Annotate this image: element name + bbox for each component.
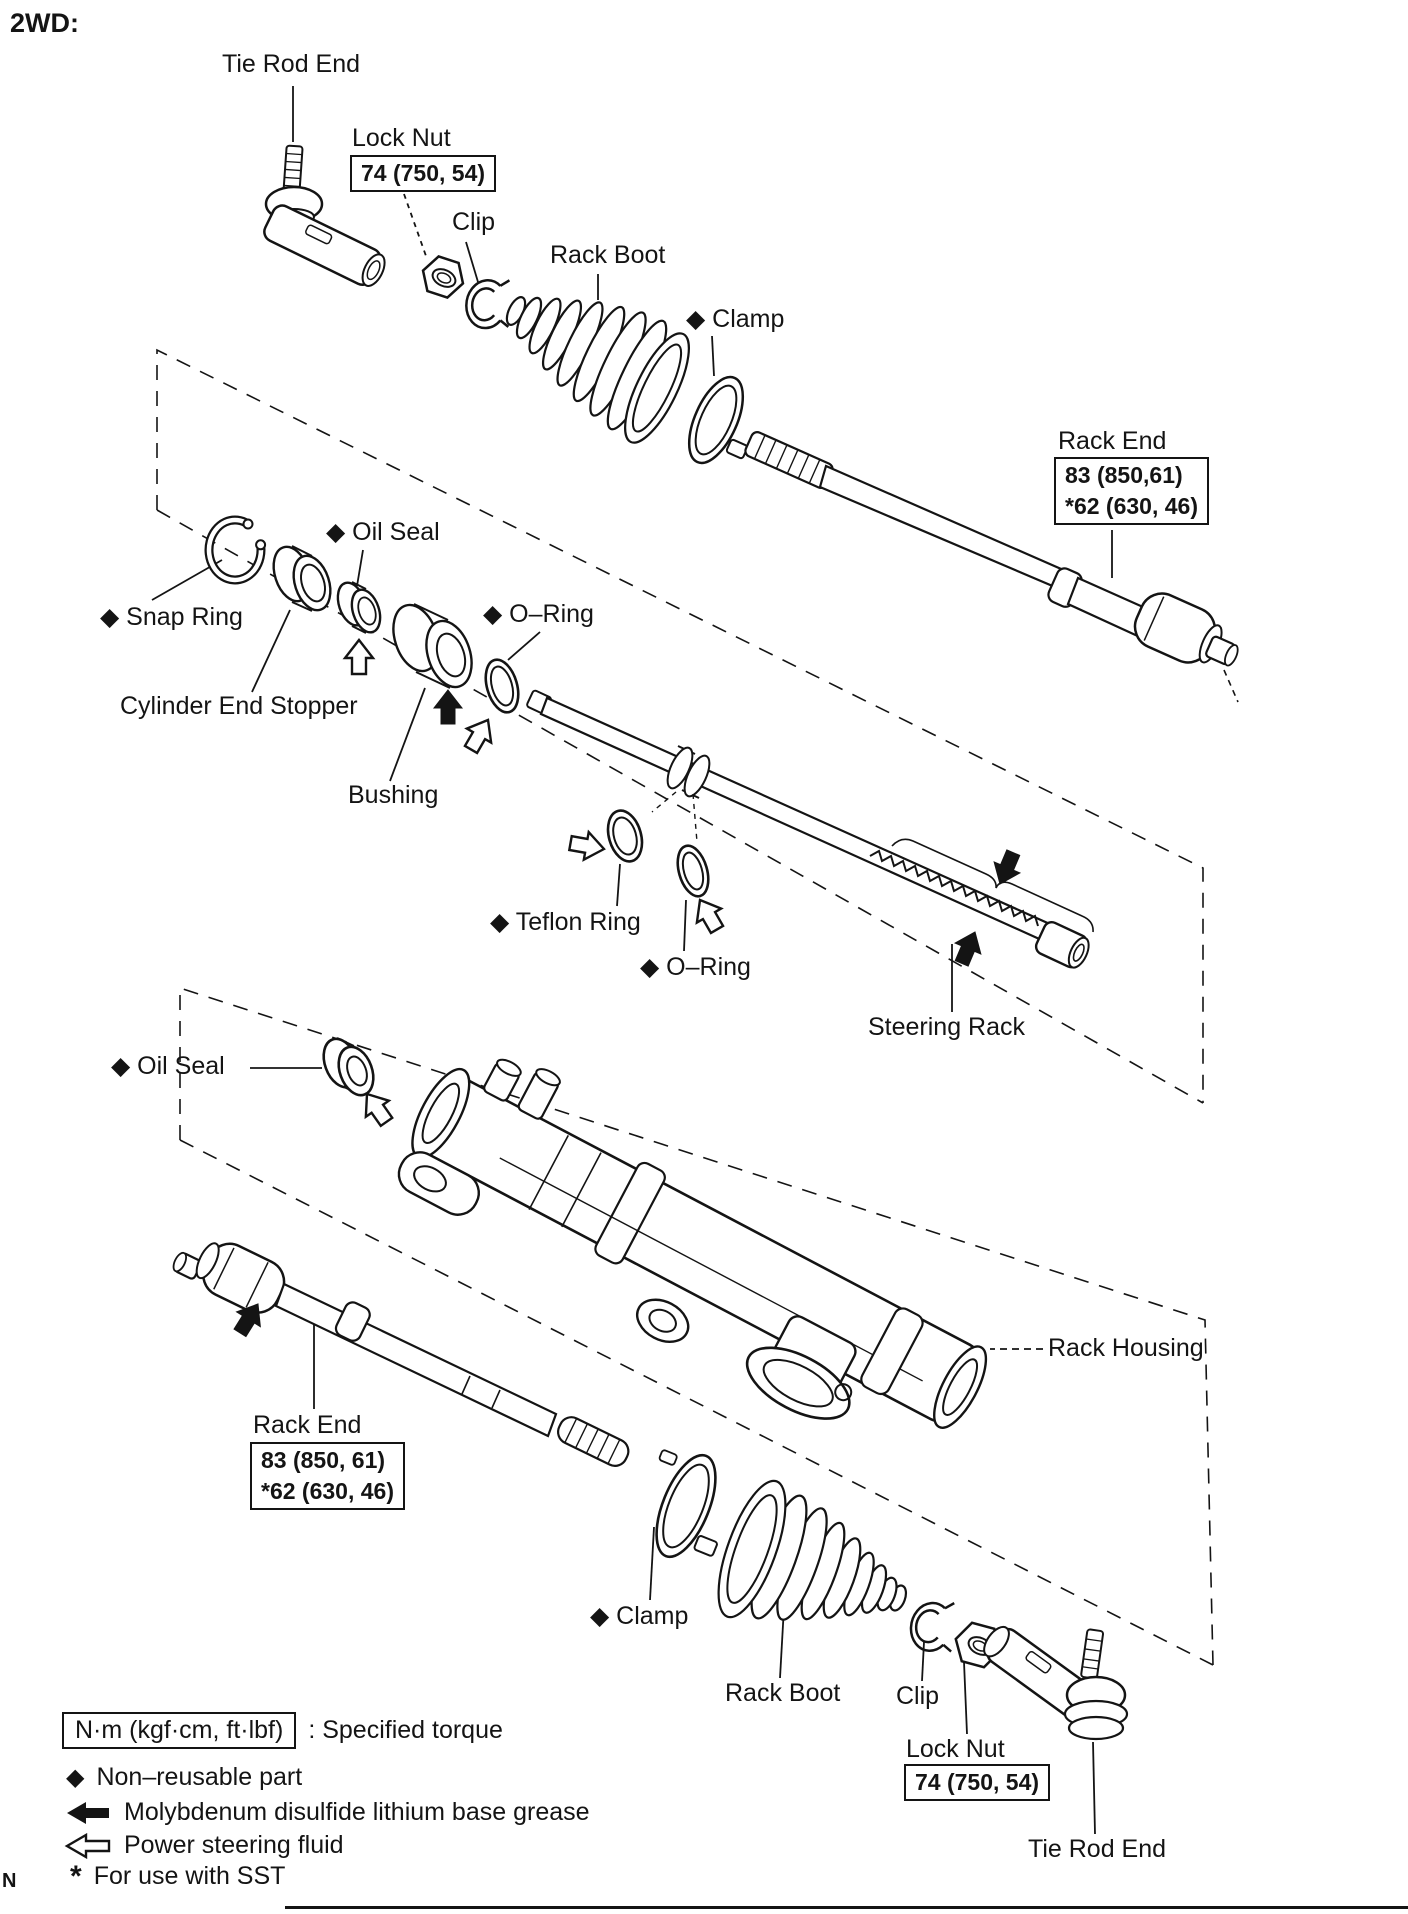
label-tie-rod-end-bottom: Tie Rod End — [1028, 1835, 1167, 1863]
legend-torque-text: : Specified torque — [308, 1716, 503, 1744]
label-lock-nut-top: Lock Nut — [352, 124, 451, 152]
label-lock-nut-bottom: Lock Nut — [906, 1735, 1005, 1763]
legend-fluid — [64, 1831, 344, 1860]
legend-non-reusable-text: Non–reusable part — [96, 1763, 303, 1791]
fluid-arrow-icon — [568, 829, 606, 862]
page-title: 2WD: — [10, 8, 79, 38]
label-steering-rack: Steering Rack — [868, 1013, 1026, 1041]
page-marker: N — [2, 1870, 17, 1892]
torque-value: *62 (630, 46) — [1065, 493, 1198, 519]
torque-value: 74 (750, 54) — [915, 1769, 1040, 1795]
snap-ring-part — [209, 520, 265, 580]
torque-value: *62 (630, 46) — [261, 1478, 394, 1504]
fluid-arrow-icon — [688, 893, 729, 936]
asterisk-icon: * — [70, 1859, 82, 1893]
fluid-arrow-icon — [64, 1833, 112, 1859]
o-ring-mid-part — [672, 842, 713, 900]
label-o-ring-top: ◆ O–Ring — [483, 600, 594, 628]
rack-end-bottom-part — [171, 1233, 632, 1470]
fluid-arrow-icon — [459, 713, 500, 756]
torque-value: 83 (850, 61) — [261, 1447, 386, 1473]
diamond-icon: ◆ — [66, 1764, 85, 1791]
rack-boot-bottom-part — [705, 1473, 909, 1625]
teflon-ring-part — [602, 807, 647, 866]
label-rack-boot-bottom: Rack Boot — [725, 1679, 841, 1707]
cylinder-end-stopper-part — [267, 542, 337, 615]
torque-value: 83 (850,61) — [1065, 462, 1183, 488]
clamp-bottom-part — [644, 1447, 727, 1564]
legend-non-reusable — [66, 1763, 302, 1792]
tie-rod-end-bottom-part — [978, 1621, 1127, 1739]
o-ring-top-part — [480, 656, 524, 716]
fluid-arrow-icon — [345, 640, 373, 674]
label-cylinder-end-stopper: Cylinder End Stopper — [120, 692, 358, 720]
label-tie-rod-end-top: Tie Rod End — [222, 50, 361, 78]
clip-bottom-part — [907, 1595, 961, 1655]
legend-sst-text: For use with SST — [93, 1862, 286, 1890]
label-clip-bottom: Clip — [896, 1682, 940, 1710]
bushing-part — [386, 599, 480, 693]
label-rack-housing: Rack Housing — [1048, 1334, 1204, 1362]
label-o-ring-mid: ◆ O–Ring — [640, 953, 751, 981]
label-rack-end-top: Rack End — [1058, 427, 1167, 455]
torque-value: 74 (750, 54) — [361, 160, 486, 186]
grease-arrow-icon — [434, 690, 462, 724]
label-rack-end-bottom: Rack End — [253, 1411, 362, 1439]
torque-units-box: N·m (kgf·cm, ft·lbf) — [62, 1712, 296, 1749]
grease-arrow-icon — [64, 1800, 112, 1826]
label-clamp-bottom: ◆ Clamp — [590, 1602, 689, 1630]
torque-box-rack-end-top — [1054, 457, 1209, 525]
label-rack-boot-top: Rack Boot — [550, 241, 666, 269]
legend-sst — [70, 1859, 286, 1893]
torque-box-rack-end-bottom — [250, 1442, 405, 1510]
oil-seal-left-part — [317, 1034, 379, 1100]
label-clip-top: Clip — [452, 208, 496, 236]
rack-boot-top-part — [503, 294, 701, 450]
label-oil-seal-left: ◆ Oil Seal — [111, 1052, 225, 1080]
label-clamp-top: ◆ Clamp — [686, 305, 785, 333]
label-oil-seal-top: ◆ Oil Seal — [326, 518, 440, 546]
label-teflon-ring: ◆ Teflon Ring — [490, 908, 641, 936]
label-snap-ring: ◆ Snap Ring — [100, 603, 243, 631]
torque-box-lock-nut-bottom — [904, 1764, 1050, 1801]
torque-box-lock-nut-top — [350, 155, 496, 192]
clamp-top-part — [678, 369, 754, 470]
legend-grease — [64, 1798, 590, 1827]
rack-housing-part — [378, 1027, 1016, 1483]
legend-torque — [62, 1712, 503, 1749]
legend-fluid-text: Power steering fluid — [124, 1831, 344, 1859]
label-bushing: Bushing — [348, 781, 439, 809]
legend-grease-text: Molybdenum disulfide lithium base grease — [124, 1798, 590, 1826]
oil-seal-top-part — [333, 579, 385, 636]
scan-edge-line — [285, 1906, 1408, 1909]
lock-nut-top-part — [417, 253, 468, 301]
